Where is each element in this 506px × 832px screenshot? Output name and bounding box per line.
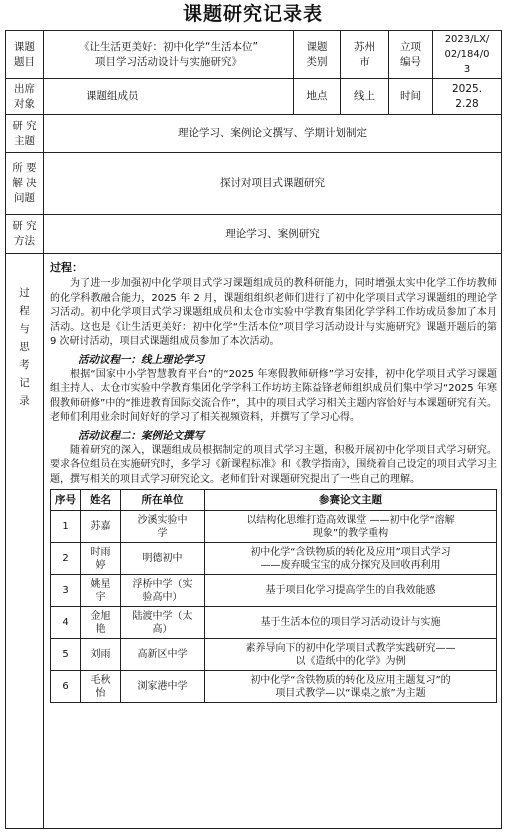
process-paragraph-2: 根据“国家中小学智慧教育平台”的“2025 年寒假教师研修”学习安排，初中化学项目式学习课题组主持人、太仓市实验中学教育集团化学学科工作坊坊主陈益锋老师组织成员们集中学习“2025 年寒假教师研修”中的“推进教育国际交流合作”，其中的项目式学习相关主题内容恰好与本课题研究有关。老师们利用业余时间好好的学习了相关视频资料，并撰写了学习心得。 [50,368,497,423]
row-name: 刘雨 [81,639,121,671]
table-row [51,543,497,575]
theme-label: 研 究 主题 [6,115,44,153]
id-value: 2023/LX/ 02/184/0 3 [433,31,502,79]
paper-table-header [51,490,497,511]
agenda-1-heading: 活动议程一：线上理论学习 [78,353,204,366]
attendees-label: 出席 对象 [6,79,44,115]
problem-value: 探讨对项目式课题研究 [44,153,502,215]
method-label: 研 究 方法 [6,215,44,254]
row-unit: 明德初中 [121,543,205,575]
table-row [51,671,497,703]
process-heading: 过程： [50,261,83,274]
place-label: 地点 [294,79,341,115]
type-label: 课题 类别 [294,31,341,79]
row-topic: 初中化学“含铁物质的转化及应用”项目式学习 ——废弃暖宝宝的成分探究及回收再利用 [205,543,497,575]
row-unit: 沙溪实验中 学 [121,511,205,543]
row-name: 姚星 宇 [81,575,121,607]
process-paragraph-3: 随着研究的深入，课题组成员根据制定的项目式学习主题，积极开展初中化学项目式学习研究。要求各位组员在实施研究时，多学习《新课程标准》和《教学指南》，围绕着自己设定的项目式学习主题，撰写相关的项目式学习研究论文。老师们针对课题研究提出了一些自己的理解。 [50,444,497,485]
row-unit: 陆渡中学（太 高） [121,607,205,639]
type-value: 苏州 市 [341,31,389,79]
row-index: 4 [51,607,81,639]
topic-value: 《让生活更美好：初中化学“生活本位” 项目学习活动设计与实施研究》 [44,31,294,79]
place-value: 线上 [341,79,389,115]
row-unit: 高新区中学 [121,639,205,671]
document-title: 课题研究记录表 [182,3,323,25]
table-row [51,511,497,543]
row-index: 1 [51,511,81,543]
topic-label: 课题 题目 [6,31,44,79]
process-content [44,254,502,829]
col-header-index: 序号 [51,490,81,511]
row-index: 5 [51,639,81,671]
attendees-value: 课题组成员 [44,79,294,115]
record-table [5,30,502,829]
problem-label: 所 要 解 决 问题 [6,153,44,215]
process-paragraph-1: 为了进一步加强初中化学项目式学习课题组成员的教科研能力，同时增强太实中化学工作坊教师的化学科教融合能力，2025 年 2 月，课题组组织老师们进行了初中化学项目式学习课题组的理论学习活动。初中化学项目式学习课题组成员和太仓市实验中学教育集团化学学科工作坊成员参加了本月活动。这也是《让生活更美好：初中化学“生活本位”项目学习活动设计与实施研究》课题开题后的第 9 次研讨活动，项目式课题组成员参加了本次活动。 [50,278,497,347]
col-header-topic: 参赛论文主题 [205,490,497,511]
row-unit: 浮桥中学（实 验高中） [121,575,205,607]
row-index: 2 [51,543,81,575]
method-value: 理论学习、案例研究 [44,215,502,254]
row-topic: 初中化学“含铁物质的转化及应用主题复习”的 项目式教学—以“课桌之旅”为主题 [205,671,497,703]
row-topic: 基于项目化学习提高学生的自我效能感 [205,575,497,607]
row-topic: 以结构化思维打造高效课堂 ——初中化学“溶解 现象”的教学重构 [205,511,497,543]
time-label: 时间 [389,79,433,115]
row-topic: 基于生活本位的项目学习活动设计与实施 [205,607,497,639]
row-name: 金旭 艳 [81,607,121,639]
table-row [51,607,497,639]
process-label: 过 程 与 思 考 记 录 [6,254,44,829]
row-index: 6 [51,671,81,703]
col-header-unit: 所在单位 [121,490,205,511]
table-row [51,639,497,671]
time-value: 2025. 2.28 [433,79,502,115]
row-unit: 浏家港中学 [121,671,205,703]
row-name: 毛秋 怡 [81,671,121,703]
row-name: 时雨 婷 [81,543,121,575]
agenda-2-heading: 活动议程二：案例论文撰写 [78,429,204,442]
col-header-name: 姓名 [81,490,121,511]
row-name: 苏嘉 [81,511,121,543]
row-index: 3 [51,575,81,607]
row-topic: 素养导向下的初中化学项目式教学实践研究—— 以《造纸中的化学》为例 [205,639,497,671]
id-label: 立项 编号 [389,31,433,79]
theme-value: 理论学习、案例论文撰写、学期计划制定 [44,115,502,153]
table-row [51,575,497,607]
paper-table [50,489,497,703]
